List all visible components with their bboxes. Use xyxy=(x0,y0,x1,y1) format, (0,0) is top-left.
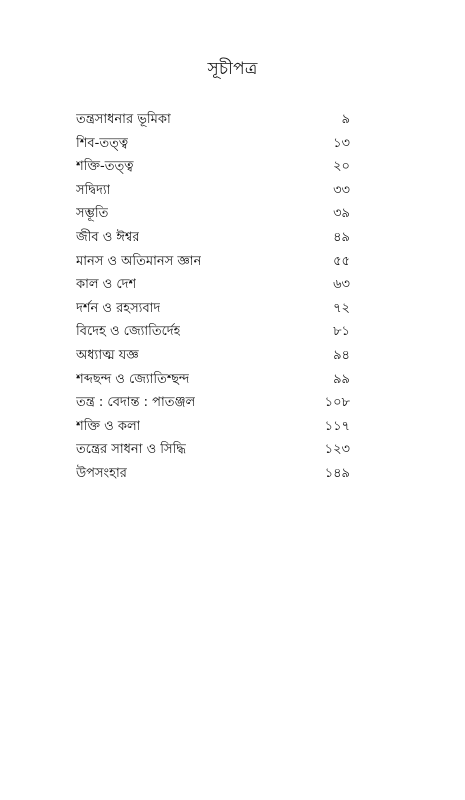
toc-entry-title: তন্ত্র : বেদান্ত : পাতঞ্জল xyxy=(76,395,196,411)
toc-entry xyxy=(76,108,350,132)
toc-entry-page-number: ৯ xyxy=(341,112,350,127)
table-of-contents xyxy=(76,108,350,486)
toc-entry-title: শক্তি ও কলা xyxy=(76,418,141,434)
toc-entry xyxy=(76,368,350,392)
toc-entry-title: সম্ভূতি xyxy=(76,206,109,222)
toc-entry xyxy=(76,179,350,203)
toc-entry xyxy=(76,438,350,462)
toc-entry xyxy=(76,391,350,415)
toc-entry-title: জীব ও ঈশ্বর xyxy=(76,229,140,245)
toc-entry-page-number: ৫৫ xyxy=(333,253,350,269)
toc-entry-title: অধ্যাত্ম যজ্ঞ xyxy=(76,347,139,363)
toc-entry xyxy=(76,155,350,179)
toc-entry xyxy=(76,320,350,344)
toc-entry-page-number: ৯৯ xyxy=(333,371,350,387)
toc-entry-page-number: ৭২ xyxy=(333,300,350,316)
toc-entry-title: উপসংহার xyxy=(76,465,127,481)
toc-entry xyxy=(76,273,350,297)
toc-entry-title: তন্ত্রসাধনার ভূমিকা xyxy=(76,112,171,127)
toc-entry-page-number: ১১৭ xyxy=(324,418,350,434)
toc-entry xyxy=(76,462,350,486)
toc-entry-title: দর্শন ও রহস্যবাদ xyxy=(76,300,161,316)
toc-entry-page-number: ৩৩ xyxy=(333,182,350,198)
toc-entry-title: তন্ত্রের সাধনা ও সিদ্ধি xyxy=(76,442,186,458)
toc-entry-title: শক্তি-তত্ত্ব xyxy=(76,159,134,175)
toc-entry-page-number: ৩৯ xyxy=(333,206,350,222)
toc-entry-page-number: ৮১ xyxy=(333,324,350,340)
page-title: সূচীপত্র xyxy=(207,59,258,79)
toc-entry-page-number: ১৩ xyxy=(333,135,350,151)
toc-entry-title: সদ্বিদ্যা xyxy=(76,182,111,198)
toc-entry-title: শিব-তত্ত্ব xyxy=(76,135,129,151)
toc-entry xyxy=(76,132,350,156)
toc-entry xyxy=(76,297,350,321)
toc-entry-page-number: ১২৩ xyxy=(324,442,350,458)
toc-entry xyxy=(76,344,350,368)
toc-entry-page-number: ৪৯ xyxy=(333,229,350,245)
toc-entry-title: কাল ও দেশ xyxy=(76,277,137,293)
toc-entry-page-number: ৯৪ xyxy=(333,347,350,363)
toc-entry-page-number: ১০৮ xyxy=(324,395,350,411)
toc-entry-page-number: ৬৩ xyxy=(333,277,350,293)
toc-entry-page-number: ২০ xyxy=(333,159,350,175)
toc-entry-page-number: ১৪৯ xyxy=(324,465,350,481)
toc-entry-title: মানস ও অতিমানস জ্ঞান xyxy=(76,253,202,269)
toc-entry-title: বিদেহ ও জ্যোতির্দেহ xyxy=(76,324,181,340)
toc-entry-title: শব্দছন্দ ও জ্যোতিশ্ছন্দ xyxy=(76,371,190,387)
toc-entry xyxy=(76,250,350,274)
toc-entry xyxy=(76,226,350,250)
toc-entry xyxy=(76,415,350,439)
toc-entry xyxy=(76,202,350,226)
